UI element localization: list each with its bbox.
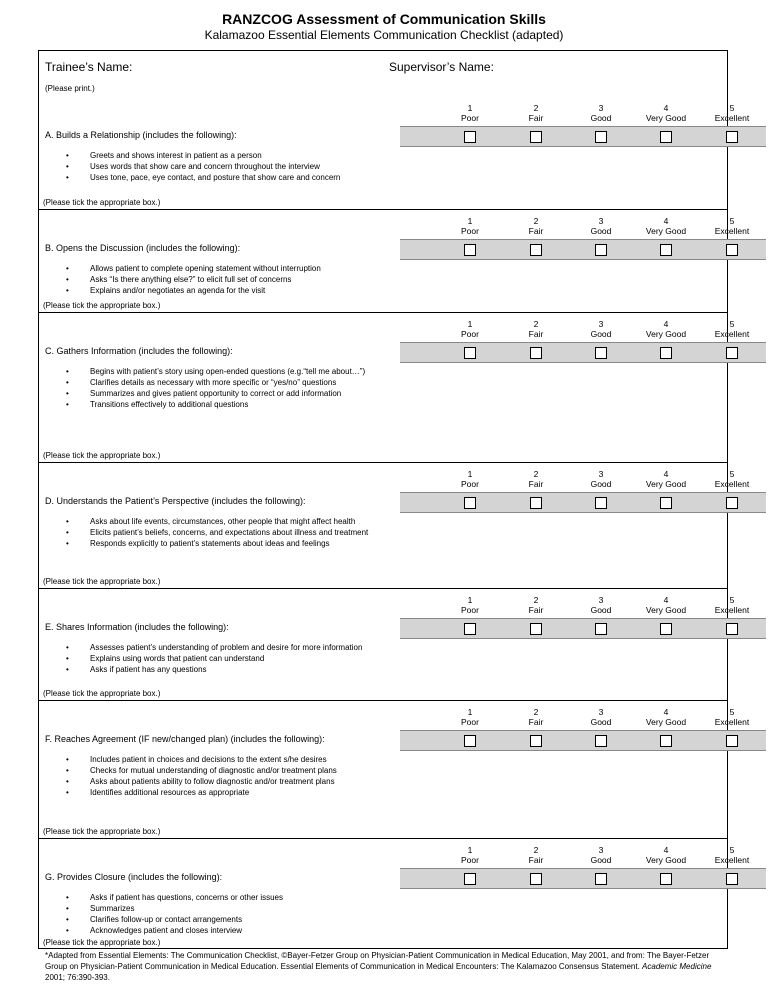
- criteria-item: • Responds explicitly to patient’s statements about ideas and feelings: [66, 538, 406, 549]
- scale-column-2: [503, 103, 569, 123]
- criteria-item: • Greets and shows interest in patient as a person: [66, 150, 406, 161]
- rating-checkbox-5[interactable]: [726, 497, 738, 509]
- trainee-name-label: Trainee’s Name:: [45, 60, 133, 74]
- scale-label: Very Good: [645, 479, 687, 489]
- scale-column-5: [699, 845, 765, 865]
- criteria-item: • Uses tone, pace, eye contact, and posture that show care and concern: [66, 172, 406, 183]
- rating-checkbox-5[interactable]: [726, 347, 738, 359]
- scale-label: Poor: [461, 855, 479, 865]
- scale-column-1: [437, 216, 503, 236]
- scale-column-1: [437, 469, 503, 489]
- tick-instruction: (Please tick the appropriate box.): [43, 577, 161, 586]
- scale-column-2: [503, 216, 569, 236]
- rating-row: [400, 239, 766, 260]
- scale-label: Good: [590, 605, 612, 615]
- criteria-item: • Asks about life events, circumstances, other people that might affect health: [66, 516, 406, 527]
- scale-number: 1: [467, 845, 473, 855]
- criteria-item: • Transitions effectively to additional questions: [66, 399, 406, 410]
- scale-number: 2: [533, 103, 539, 113]
- form-title: RANZCOG Assessment of Communication Skills: [222, 11, 546, 27]
- scale-column-5: [699, 469, 765, 489]
- scale-label: Good: [590, 329, 612, 339]
- scale-column-1: [437, 319, 503, 339]
- scale-column-3: [568, 707, 634, 727]
- scale-number: 4: [663, 469, 669, 479]
- scale-number: 2: [533, 707, 539, 717]
- section-title: D. Understands the Patient’s Perspective (includes the following):: [45, 496, 306, 506]
- scale-column-3: [568, 845, 634, 865]
- section-title: E. Shares Information (includes the following):: [45, 622, 229, 632]
- rating-checkbox-3[interactable]: [595, 873, 607, 885]
- scale-number: 4: [663, 595, 669, 605]
- rating-checkbox-1[interactable]: [464, 497, 476, 509]
- scale-number: 1: [467, 103, 473, 113]
- scale-label: Very Good: [645, 226, 687, 236]
- section-title: G. Provides Closure (includes the following):: [45, 872, 223, 882]
- scale-column-2: [503, 469, 569, 489]
- scale-column-3: [568, 216, 634, 236]
- rating-checkbox-4[interactable]: [660, 131, 672, 143]
- scale-column-4: [633, 595, 699, 615]
- scale-number: 5: [729, 216, 735, 226]
- rating-checkbox-4[interactable]: [660, 244, 672, 256]
- scale-label: Good: [590, 717, 612, 727]
- scale-number: 2: [533, 595, 539, 605]
- rating-row: [400, 342, 766, 363]
- criteria-item: • Elicits patient’s beliefs, concerns, and expectations about illness and treatment: [66, 527, 406, 538]
- scale-number: 2: [533, 469, 539, 479]
- tick-instruction: (Please tick the appropriate box.): [43, 198, 161, 207]
- criteria-item: • Asks about patients ability to follow diagnostic and/or treatment plans: [66, 776, 406, 787]
- scale-number: 4: [663, 319, 669, 329]
- scale-label: Excellent: [714, 329, 750, 339]
- scale-number: 5: [729, 469, 735, 479]
- scale-column-4: [633, 216, 699, 236]
- rating-row: [400, 868, 766, 889]
- section-title: B. Opens the Discussion (includes the following):: [45, 243, 241, 253]
- rating-checkbox-4[interactable]: [660, 497, 672, 509]
- criteria-item: • Asks “Is there anything else?” to elicit full set of concerns: [66, 274, 406, 285]
- scale-label: Fair: [528, 329, 544, 339]
- scale-column-5: [699, 595, 765, 615]
- scale-column-2: [503, 595, 569, 615]
- scale-number: 5: [729, 845, 735, 855]
- scale-number: 4: [663, 707, 669, 717]
- section-divider: [38, 700, 728, 701]
- scale-column-3: [568, 595, 634, 615]
- footnote: [45, 950, 725, 983]
- rating-checkbox-2[interactable]: [530, 347, 542, 359]
- scale-label: Excellent: [714, 605, 750, 615]
- tick-instruction: (Please tick the appropriate box.): [43, 451, 161, 460]
- scale-label: Poor: [461, 479, 479, 489]
- criteria-item: • Asks if patient has any questions: [66, 664, 406, 675]
- footnote-text: *Adapted from Essential Elements: The Communication Checklist, ©Bayer-Fetzer Group on Physician-Patient Communication in Medical Education, May 2001, and from: The Bayer-Fetzer Group on Physician-Patient Communication in Medical Education. Essential Elements of Communication in Medical Encounters: The Kalamazoo Consensus Statement.: [45, 951, 710, 971]
- criteria-list: [66, 754, 406, 798]
- scale-number: 3: [598, 216, 604, 226]
- scale-column-3: [568, 319, 634, 339]
- scale-label: Fair: [528, 855, 544, 865]
- print-note: (Please print.): [45, 84, 95, 93]
- scale-number: 3: [598, 103, 604, 113]
- criteria-item: • Assesses patient’s understanding of problem and desire for more information: [66, 642, 406, 653]
- rating-checkbox-5[interactable]: [726, 244, 738, 256]
- rating-checkbox-2[interactable]: [530, 735, 542, 747]
- scale-column-3: [568, 469, 634, 489]
- criteria-item: • Uses words that show care and concern throughout the interview: [66, 161, 406, 172]
- scale-number: 2: [533, 319, 539, 329]
- rating-checkbox-2[interactable]: [530, 623, 542, 635]
- scale-number: 5: [729, 103, 735, 113]
- scale-column-4: [633, 319, 699, 339]
- scale-number: 4: [663, 845, 669, 855]
- rating-checkbox-1[interactable]: [464, 131, 476, 143]
- scale-label: Poor: [461, 329, 479, 339]
- section-title: F. Reaches Agreement (IF new/changed plan) (includes the following):: [45, 734, 325, 744]
- scale-number: 1: [467, 469, 473, 479]
- rating-checkbox-3[interactable]: [595, 735, 607, 747]
- tick-instruction: (Please tick the appropriate box.): [43, 689, 161, 698]
- scale-label: Very Good: [645, 113, 687, 123]
- rating-checkbox-1[interactable]: [464, 873, 476, 885]
- rating-checkbox-4[interactable]: [660, 735, 672, 747]
- rating-checkbox-3[interactable]: [595, 347, 607, 359]
- scale-column-4: [633, 469, 699, 489]
- rating-checkbox-3[interactable]: [595, 497, 607, 509]
- rating-checkbox-4[interactable]: [660, 873, 672, 885]
- scale-column-1: [437, 103, 503, 123]
- scale-number: 3: [598, 707, 604, 717]
- criteria-item: • Allows patient to complete opening statement without interruption: [66, 263, 406, 274]
- footnote-citation: 2001; 76:390-393.: [45, 973, 110, 982]
- scale-label: Poor: [461, 717, 479, 727]
- criteria-list: [66, 366, 406, 410]
- criteria-item: • Summarizes and gives patient opportunity to correct or add information: [66, 388, 406, 399]
- scale-column-1: [437, 595, 503, 615]
- rating-checkbox-3[interactable]: [595, 623, 607, 635]
- scale-number: 3: [598, 469, 604, 479]
- scale-label: Fair: [528, 113, 544, 123]
- scale-label: Very Good: [645, 855, 687, 865]
- scale-number: 1: [467, 595, 473, 605]
- criteria-list: [66, 516, 406, 549]
- criteria-item: • Includes patient in choices and decisions to the extent s/he desires: [66, 754, 406, 765]
- scale-label: Fair: [528, 226, 544, 236]
- rating-checkbox-5[interactable]: [726, 131, 738, 143]
- scale-label: Good: [590, 226, 612, 236]
- scale-label: Excellent: [714, 226, 750, 236]
- scale-label: Excellent: [714, 113, 750, 123]
- tick-instruction: (Please tick the appropriate box.): [43, 938, 161, 947]
- section-divider: [38, 588, 728, 589]
- section-title: C. Gathers Information (includes the following):: [45, 346, 233, 356]
- scale-number: 4: [663, 103, 669, 113]
- rating-checkbox-2[interactable]: [530, 497, 542, 509]
- scale-column-4: [633, 845, 699, 865]
- scale-number: 3: [598, 319, 604, 329]
- criteria-item: • Explains using words that patient can understand: [66, 653, 406, 664]
- footnote-journal: Academic Medicine: [642, 962, 712, 971]
- criteria-list: [66, 150, 406, 183]
- scale-column-1: [437, 707, 503, 727]
- criteria-item: • Checks for mutual understanding of diagnostic and/or treatment plans: [66, 765, 406, 776]
- scale-label: Poor: [461, 226, 479, 236]
- scale-number: 1: [467, 216, 473, 226]
- criteria-item: • Explains and/or negotiates an agenda for the visit: [66, 285, 406, 296]
- scale-column-5: [699, 216, 765, 236]
- scale-number: 1: [467, 707, 473, 717]
- scale-number: 4: [663, 216, 669, 226]
- scale-column-5: [699, 319, 765, 339]
- scale-label: Good: [590, 113, 612, 123]
- rating-row: [400, 618, 766, 639]
- criteria-list: [66, 263, 406, 296]
- criteria-list: [66, 892, 406, 936]
- section-divider: [38, 312, 728, 313]
- criteria-item: • Acknowledges patient and closes interview: [66, 925, 406, 936]
- supervisor-name-label: Supervisor’s Name:: [389, 60, 494, 74]
- scale-column-3: [568, 103, 634, 123]
- rating-checkbox-1[interactable]: [464, 623, 476, 635]
- scale-label: Fair: [528, 479, 544, 489]
- rating-checkbox-3[interactable]: [595, 131, 607, 143]
- scale-label: Very Good: [645, 329, 687, 339]
- rating-checkbox-5[interactable]: [726, 735, 738, 747]
- scale-label: Very Good: [645, 605, 687, 615]
- rating-checkbox-5[interactable]: [726, 623, 738, 635]
- criteria-item: • Clarifies follow-up or contact arrangements: [66, 914, 406, 925]
- rating-checkbox-1[interactable]: [464, 244, 476, 256]
- criteria-item: • Asks if patient has questions, concerns or other issues: [66, 892, 406, 903]
- rating-checkbox-2[interactable]: [530, 131, 542, 143]
- rating-checkbox-3[interactable]: [595, 244, 607, 256]
- scale-column-2: [503, 319, 569, 339]
- scale-number: 5: [729, 595, 735, 605]
- scale-number: 5: [729, 707, 735, 717]
- scale-number: 2: [533, 216, 539, 226]
- rating-row: [400, 730, 766, 751]
- scale-column-4: [633, 103, 699, 123]
- rating-checkbox-1[interactable]: [464, 347, 476, 359]
- section-divider: [38, 209, 728, 210]
- rating-checkbox-4[interactable]: [660, 623, 672, 635]
- rating-checkbox-4[interactable]: [660, 347, 672, 359]
- section-divider: [38, 838, 728, 839]
- scale-label: Good: [590, 855, 612, 865]
- scale-number: 3: [598, 845, 604, 855]
- rating-checkbox-2[interactable]: [530, 244, 542, 256]
- scale-label: Poor: [461, 113, 479, 123]
- scale-column-1: [437, 845, 503, 865]
- scale-number: 3: [598, 595, 604, 605]
- scale-number: 5: [729, 319, 735, 329]
- rating-checkbox-5[interactable]: [726, 873, 738, 885]
- tick-instruction: (Please tick the appropriate box.): [43, 301, 161, 310]
- rating-row: [400, 492, 766, 513]
- scale-column-5: [699, 707, 765, 727]
- scale-label: Poor: [461, 605, 479, 615]
- scale-column-2: [503, 707, 569, 727]
- criteria-item: • Summarizes: [66, 903, 406, 914]
- tick-instruction: (Please tick the appropriate box.): [43, 827, 161, 836]
- section-title: A. Builds a Relationship (includes the following):: [45, 130, 237, 140]
- scale-label: Excellent: [714, 855, 750, 865]
- criteria-item: • Identifies additional resources as appropriate: [66, 787, 406, 798]
- scale-number: 1: [467, 319, 473, 329]
- scale-number: 2: [533, 845, 539, 855]
- criteria-item: • Begins with patient’s story using open-ended questions (e.g.“tell me about…”): [66, 366, 406, 377]
- rating-checkbox-1[interactable]: [464, 735, 476, 747]
- scale-column-5: [699, 103, 765, 123]
- rating-row: [400, 126, 766, 147]
- section-divider: [38, 462, 728, 463]
- scale-column-4: [633, 707, 699, 727]
- criteria-list: [66, 642, 406, 675]
- form-subtitle: Kalamazoo Essential Elements Communication Checklist (adapted): [204, 28, 564, 42]
- criteria-item: • Clarifies details as necessary with more specific or “yes/no” questions: [66, 377, 406, 388]
- scale-column-2: [503, 845, 569, 865]
- scale-label: Fair: [528, 717, 544, 727]
- scale-label: Very Good: [645, 717, 687, 727]
- scale-label: Excellent: [714, 479, 750, 489]
- scale-label: Fair: [528, 605, 544, 615]
- scale-label: Good: [590, 479, 612, 489]
- rating-checkbox-2[interactable]: [530, 873, 542, 885]
- scale-label: Excellent: [714, 717, 750, 727]
